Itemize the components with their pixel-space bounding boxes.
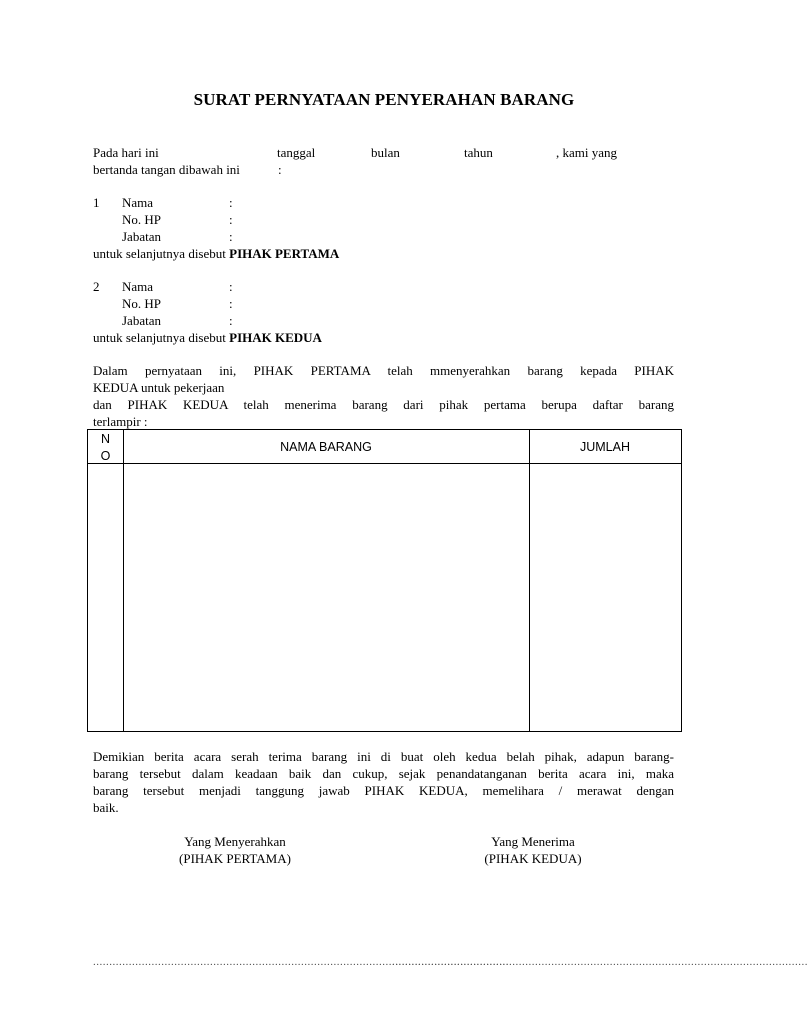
statement-line-2: KEDUA untuk pekerjaan — [93, 380, 225, 395]
table-divider-jumlah — [529, 430, 530, 731]
party2-field-nama: Nama — [122, 279, 154, 294]
party1-field-nama: Nama — [122, 195, 154, 210]
signature-line-left: ................................................................................................................................ — [93, 956, 509, 968]
party2-footer — [93, 329, 322, 346]
party1-footer-bold: PIHAK PERTAMA — [229, 246, 340, 261]
table-header-divider — [88, 463, 681, 464]
party1-number: 1 — [93, 195, 100, 210]
closing-line-4: baik. — [93, 800, 119, 815]
party2-field-hp: No. HP — [122, 296, 162, 311]
intro-bertanda: bertanda tangan dibawah ini — [93, 162, 240, 177]
document-title: SURAT PERNYATAAN PENYERAHAN BARANG — [193, 90, 575, 109]
party2-footer-prefix: untuk selanjutnya disebut — [93, 330, 226, 345]
party1-colon-hp: : — [229, 212, 233, 227]
signature-left-party: (PIHAK PERTAMA) — [179, 851, 291, 866]
party1-colon-nama: : — [229, 195, 233, 210]
closing-line-1: Demikian berita acara serah terima barang ini di buat oleh kedua belah pihak, adapun barang- — [93, 749, 674, 764]
party1-field-jabatan: Jabatan — [122, 229, 161, 244]
party2-colon-nama: : — [229, 279, 233, 294]
signature-right-party: (PIHAK KEDUA) — [484, 851, 582, 866]
table-header-no-2: O — [100, 449, 111, 463]
intro-kami-yang: , kami yang — [556, 145, 618, 160]
party2-colon-hp: : — [229, 296, 233, 311]
party2-field-jabatan: Jabatan — [122, 313, 161, 328]
party2-footer-bold: PIHAK KEDUA — [229, 330, 322, 345]
party1-footer-prefix: untuk selanjutnya disebut — [93, 246, 226, 261]
closing-line-3: barang tersebut menjadi tanggung jawab PIHAK KEDUA, memelihara / merawat dengan — [93, 783, 674, 798]
intro-colon: : — [278, 162, 282, 177]
closing-line-2: barang tersebut dalam keadaan baik dan cukup, sejak penandatanganan berita acara ini, maka — [93, 766, 674, 781]
table-header-jumlah: JUMLAH — [579, 440, 630, 454]
statement-line-4: terlampir : — [93, 414, 148, 429]
party2-colon-jabatan: : — [229, 313, 233, 328]
signature-right-role: Yang Menerima — [491, 834, 575, 849]
party1-colon-jabatan: : — [229, 229, 233, 244]
party1-field-hp: No. HP — [122, 212, 162, 227]
signature-line-right: ................................................................................................................................ — [392, 956, 808, 968]
items-table — [87, 429, 682, 732]
party2-number: 2 — [93, 279, 100, 294]
table-divider-no — [123, 430, 124, 731]
table-header-no-1: N — [100, 432, 111, 446]
statement-line-3: dan PIHAK KEDUA telah menerima barang dari pihak pertama berupa daftar barang — [93, 397, 674, 412]
intro-pada-hari-ini: Pada hari ini — [93, 145, 159, 160]
statement-line-1: Dalam pernyataan ini, PIHAK PERTAMA telah mmenyerahkan barang kepada PIHAK — [93, 363, 674, 378]
intro-tahun: tahun — [464, 145, 493, 160]
party1-footer — [93, 245, 339, 262]
intro-bulan: bulan — [371, 145, 400, 160]
intro-tanggal: tanggal — [277, 145, 316, 160]
table-header-nama-barang: NAMA BARANG — [280, 440, 372, 454]
signature-left-role: Yang Menyerahkan — [184, 834, 286, 849]
